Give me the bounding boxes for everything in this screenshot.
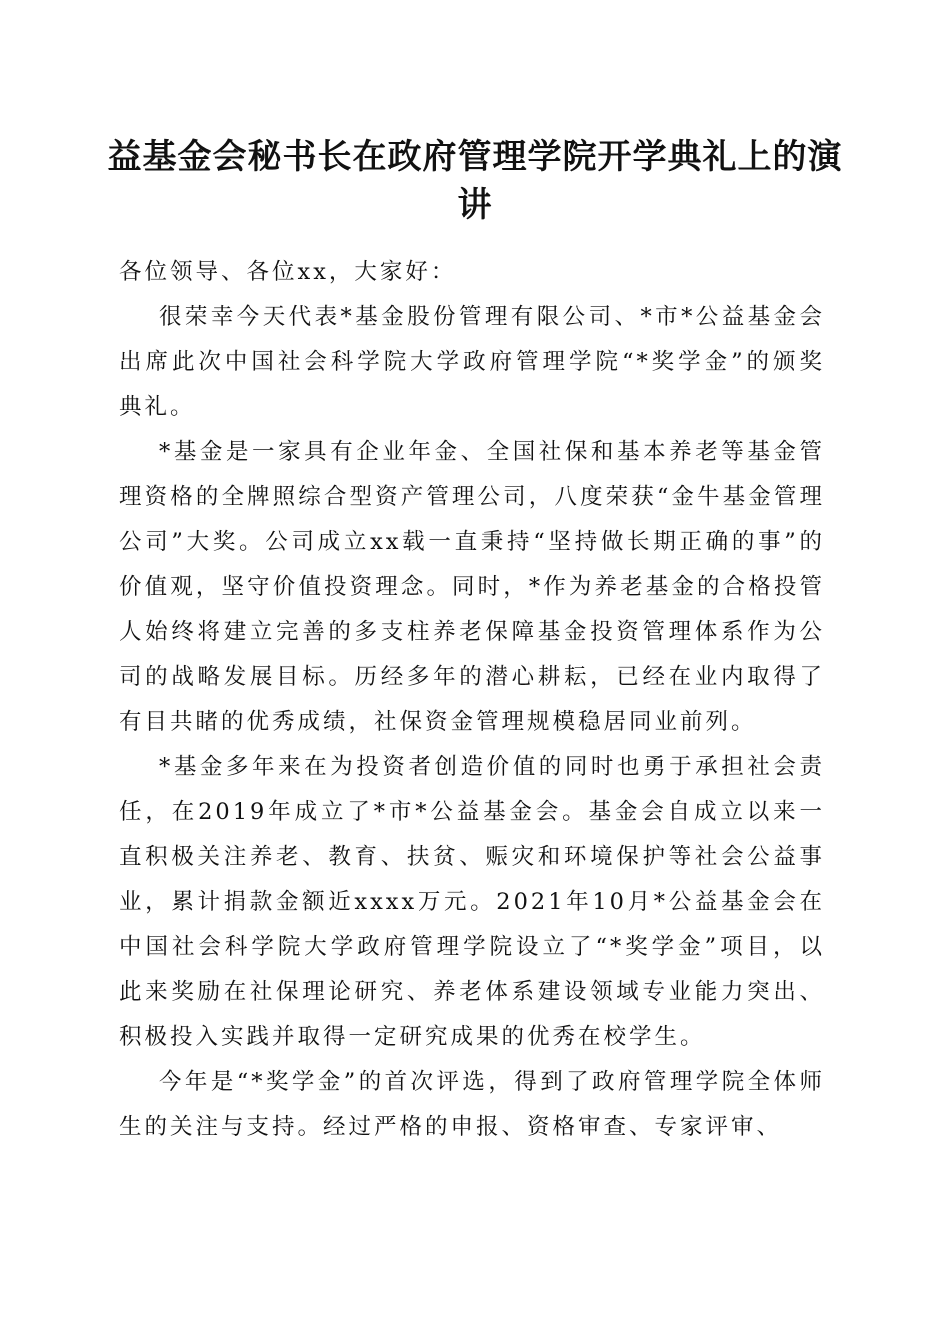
paragraph-company: *基金是一家具有企业年金、全国社保和基本养老等基金管理资格的全牌照综合型资产管理公司，八度荣获“金牛基金管理公司”大奖。公司成立xx载一直秉持“坚持做长期正确的事”的价值观，坚守价值投资理念。同时，*作为养老基金的合格投管人始终将建立完善的多支柱养老保障基金投资管理体系作为公司的战略发展目标。历经多年的潜心耕耘，已经在业内取得了有目共睹的优秀成绩，社保资金管理规模稳居同业前列。 (119, 439, 825, 735)
paragraph-scholarship: 今年是“*奖学金”的首次评选，得到了政府管理学院全体师生的关注与支持。经过严格的申报、资格审查、专家评审、 (119, 1069, 825, 1140)
paragraph-intro: 很荣幸今天代表*基金股份管理有限公司、*市*公益基金会出席此次中国社会科学院大学政府管理学院“*奖学金”的颁奖典礼。 (119, 304, 825, 420)
salutation: 各位领导、各位xx，大家好： (119, 259, 457, 285)
document-title: 益基金会秘书长在政府管理学院开学典礼上的演讲 (107, 137, 843, 225)
document-body (119, 250, 825, 1150)
paragraph-foundation: *基金多年来在为投资者创造价值的同时也勇于承担社会责任，在2019年成立了*市*公益基金会。基金会自成立以来一直积极关注养老、教育、扶贫、赈灾和环境保护等社会公益事业，累计捐款金额近xxxx万元。2021年10月*公益基金会在中国社会科学院大学政府管理学院设立了“*奖学金”项目，以此来奖励在社保理论研究、养老体系建设领域专业能力突出、积极投入实践并取得一定研究成果的优秀在校学生。 (119, 754, 825, 1050)
